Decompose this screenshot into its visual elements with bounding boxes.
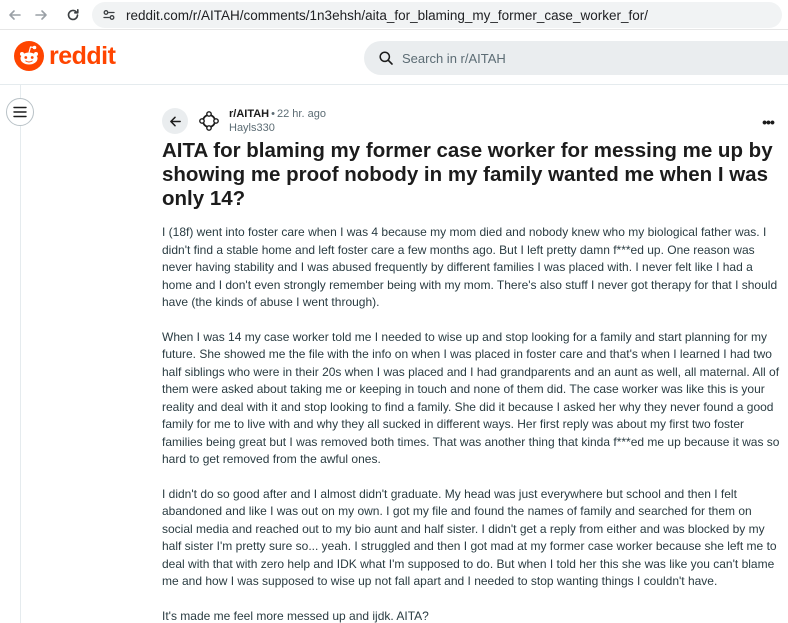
- hamburger-menu-icon: [13, 106, 27, 118]
- more-options-button[interactable]: •••: [762, 114, 774, 130]
- reddit-header: [0, 30, 788, 85]
- reddit-wordmark: reddit: [49, 41, 116, 70]
- arrow-left-icon: [169, 115, 182, 128]
- rail-divider: [20, 85, 21, 623]
- address-bar[interactable]: [92, 2, 782, 28]
- post-title: AITA for blaming my former case worker for messing me up by showing me proof nobody in my family wanted me when I was only 14?: [162, 139, 773, 210]
- browser-toolbar: [0, 0, 788, 30]
- browser-forward-button[interactable]: [30, 4, 52, 26]
- search-icon: [378, 50, 394, 66]
- meta-separator: •: [271, 108, 275, 120]
- reddit-logo[interactable]: [14, 41, 115, 71]
- reload-icon: [66, 8, 80, 22]
- author-link[interactable]: Hayls330: [229, 122, 275, 134]
- post-age: 22 hr. ago: [277, 108, 326, 120]
- reddit-snoo-icon: [14, 41, 44, 71]
- subreddit-avatar[interactable]: [197, 109, 221, 133]
- back-button[interactable]: [162, 108, 188, 134]
- post-body: [162, 224, 780, 623]
- body-paragraph: It's made me feel more messed up and ijdk. AITA?: [162, 608, 429, 623]
- browser-reload-button[interactable]: [62, 4, 84, 26]
- site-info-icon[interactable]: [98, 4, 120, 26]
- browser-back-button[interactable]: [4, 4, 26, 26]
- arrow-left-icon: [8, 8, 22, 22]
- url-text[interactable]: reddit.com/r/AITAH/comments/1n3ehsh/aita_for_blaming_my_former_case_worker_for/: [126, 7, 648, 23]
- subreddit-link[interactable]: r/AITAH: [229, 108, 270, 120]
- body-paragraph: When I was 14 my case worker told me I needed to wise up and stop looking for a family and start planning for my future. She showed me the file with the info on when I was placed in foster care and that's when I learned I had two half siblings who were in their 20s when I was placed and I had grandparents and an aunt as well, all maternal. All of them were asked about taking me or keeping in touch and none of them did. The case worker was like this is your reality and deal with it and stop looking to find a family. She did it because I asked her why they never found a good family for me to live with and why they all sucked in different ways. Her first reply was about my first two foster families being great but I was removed both times. That was another thing that kinda f***ed me up because it was so hard to get removed from the awful ones.: [162, 329, 780, 466]
- post-meta: [162, 106, 782, 136]
- expand-nav-button[interactable]: [6, 98, 34, 126]
- subreddit-line: [229, 108, 326, 120]
- subreddit-icon: [198, 110, 220, 132]
- body-paragraph: I didn't do so good after and I almost didn't graduate. My head was just everywhere but school and then I felt abandoned and like I was out on my own. I got my file and found the names of family and searched for them on social media and reached out to my bio aunt and half sister. I didn't get a reply from either and was blocked by my half sister I'm pretty sure so... yeah. I struggled and then I got mad at my former case worker because she left me to deal with that with zero help and IDK what I'm supposed to do. But when I told her this she was like you can't blame me and how I was supposed to wise up not fall apart and I needed to stop wanting things I couldn't have.: [162, 486, 777, 588]
- left-rail: [0, 85, 40, 623]
- search-placeholder: Search in r/AITAH: [402, 50, 506, 66]
- arrow-right-icon: [34, 8, 48, 22]
- search-input[interactable]: [364, 41, 788, 75]
- body-paragraph: I (18f) went into foster care when I was 4 because my mom died and nobody knew who my biological father was. I didn't find a stable home and left foster care a few months ago. But I left pretty damn f***ed up. One reason was never having stability and I was abused frequently by different families I was placed with. I never felt like I had a home and I don't even strongly remember being with my mom. There's also stuff I never got therapy for that I should have (the kinds of abuse I went through).: [162, 225, 778, 309]
